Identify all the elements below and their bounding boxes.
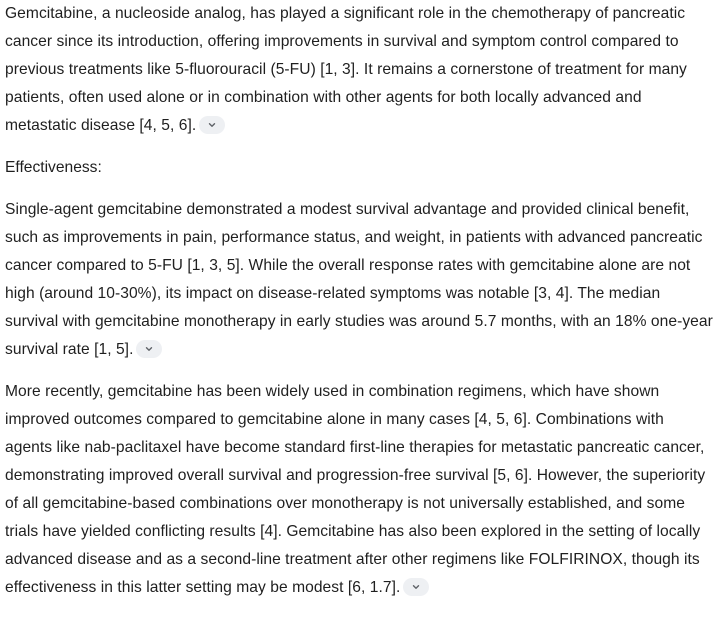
combination-paragraph — [5, 378, 714, 602]
expand-sources-chip[interactable] — [403, 578, 429, 596]
expand-sources-chip[interactable] — [136, 340, 162, 358]
intro-text: Gemcitabine, a nucleoside analog, has played a significant role in the chemotherapy of pancreatic cancer since its introduction, offering improvements in survival and symptom control compared to previous treatments like 5-fluorouracil (5-FU) [1, 3]. It remains a cornerstone of treatment for many patients, often used alone or in combination with other agents for both locally advanced and metastatic disease [4, 5, 6]. — [5, 5, 687, 134]
chevron-down-icon — [207, 120, 217, 130]
intro-paragraph — [5, 0, 714, 140]
single-agent-paragraph — [5, 196, 714, 364]
chevron-down-icon — [144, 344, 154, 354]
chevron-down-icon — [411, 582, 421, 592]
effectiveness-heading: Effectiveness: — [5, 159, 102, 176]
combination-text: More recently, gemcitabine has been widely used in combination regimens, which have shown improved outcomes compared to gemcitabine alone in many cases [4, 5, 6]. Combinations with agents like nab-paclitaxel have become standard first-line therapies for metastatic pancreatic cancer, demonstrating improved overall survival and progression-free survival [5, 6]. However, the superiority of all gemcitabine-based combinations over monotherapy is not universally established, and some trials have yielded conflicting results [4]. Gemcitabine has also been explored in the setting of locally advanced disease and as a second-line treatment after other regimens like FOLFIRINOX, though its effectiveness in this latter setting may be modest [6, 1.7]. — [5, 383, 706, 596]
expand-sources-chip[interactable] — [199, 116, 225, 134]
single-agent-text: Single-agent gemcitabine demonstrated a modest survival advantage and provided clinical benefit, such as improvements in pain, performance status, and weight, in patients with advanced pancreatic cancer compared to 5-FU [1, 3, 5]. While the overall response rates with gemcitabine alone are not high (around 10-30%), its impact on disease-related symptoms was notable [3, 4]. The median survival with gemcitabine monotherapy in early studies was around 5.7 months, with an 18% one-year survival rate [1, 5]. — [5, 201, 713, 358]
